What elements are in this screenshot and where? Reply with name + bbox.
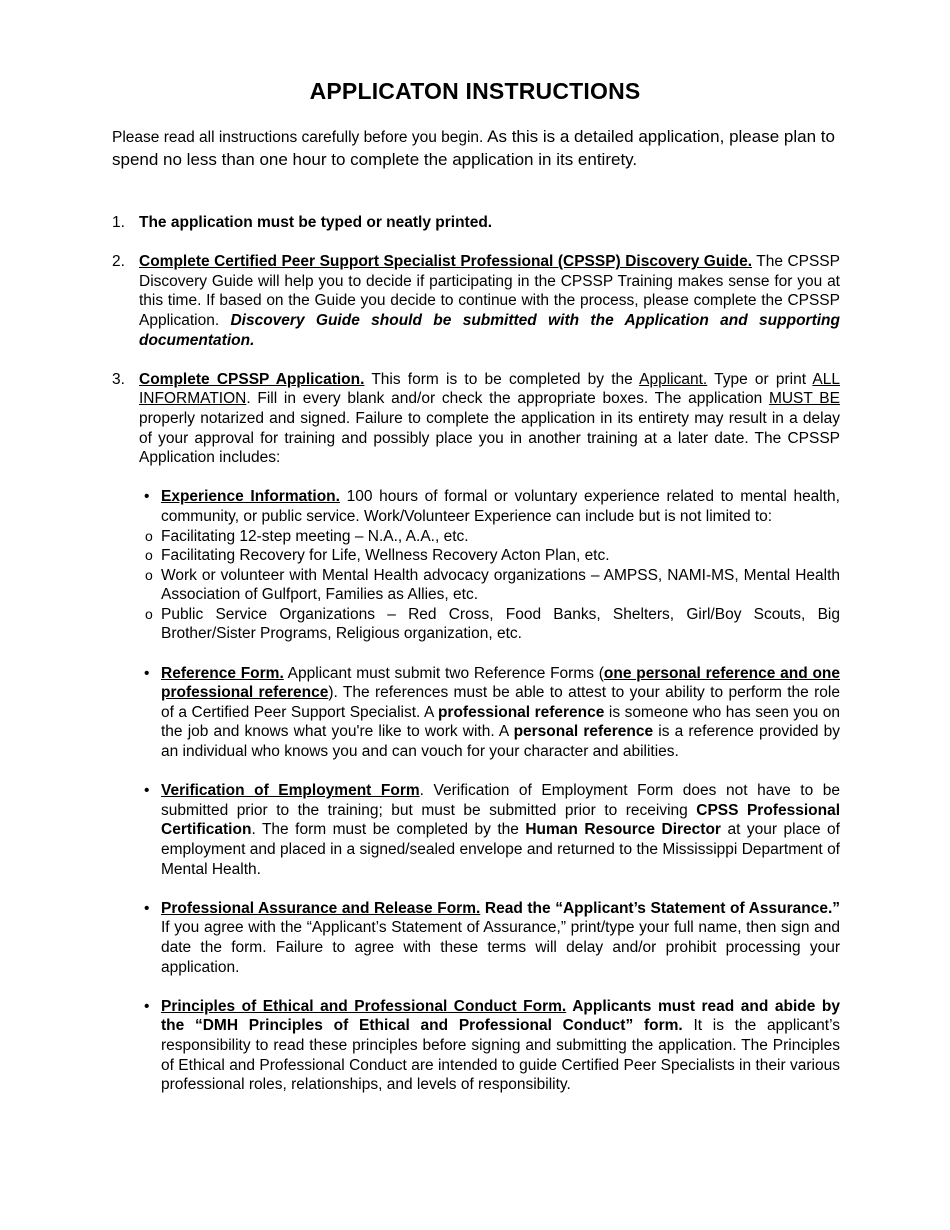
bullet-text: ). The references must be able to attest to your ability to perform the role of a Certified Peer Support Specialist. A [161,684,840,721]
circle-bullet-icon: o [145,605,153,622]
bullet-experience [134,487,840,526]
item-text: properly notarized and signed. Failure to complete the application in its entirety may result in a delay of your approval for training and possibly place you in another training at a later date. The CPSSP Application includes: [139,409,840,467]
bullet-heading: Reference Form. [161,664,284,682]
item-body: The CPSSP Discovery Guide will help you to decide if participating in the CPSSP Training makes sense for you at this time. If based on the Guide you decide to continue with the process, please complete the CPSSP Application. [139,253,840,329]
bullet-verification-form [134,781,840,879]
bullet-icon: • [144,899,150,917]
bullet-bold-text: one personal reference and one professional reference [161,664,841,702]
bullet-bold-text: personal reference [513,723,654,741]
bullet-icon: • [144,488,150,506]
page-title: APPLICATON INSTRUCTIONS [309,78,641,104]
intro-paragraph [112,126,852,171]
item-text: Type or print [707,370,813,388]
item-heading: Complete CPSSP Application. [139,370,365,388]
item-heading: Complete Certified Peer Support Specialist Professional (CPSSP) Discovery Guide. [139,253,753,271]
bullet-bold-text: professional reference [437,703,605,721]
instruction-item-2 [112,252,840,350]
bullet-text: Applicant must submit two Reference Forms ( [283,664,604,682]
sub-item [112,546,840,566]
item-text: The application must be typed or neatly printed. [139,214,493,231]
bullet-bold-text: Read the “Applicant’s Statement of Assurance.” [480,899,840,917]
item-number: 2. [112,253,125,271]
sub-item [112,566,840,605]
instruction-item-3 [112,370,840,468]
bullet-text: is a reference provided by an individual who knows you and can vouch for your character and abilities. [161,723,840,761]
item-number: 3. [112,370,125,388]
intro-part-2: As this is a detailed application, please plan to spend no less than one hour to complete the application in its entirety. [112,127,835,169]
sub-item-text: Public Service Organizations – Red Cross, Food Banks, Shelters, Girl/Boy Scouts, Big Brother/Sister Programs, Religious organization, etc. [161,605,840,643]
bullet-heading: Professional Assurance and Release Form. [161,899,481,917]
bullet-icon: • [144,782,150,800]
bullet-text: If you agree with the “Applicant’s Statement of Assurance,” print/type your full name, then sign and date the form. Failure to agree with these terms will delay and/or prohibit processing your application. [161,919,840,976]
bullet-text: at your place of employment and placed in a signed/sealed envelope and returned to the Mississippi Department of Mental Health. [161,821,840,878]
item-emphasis: Discovery Guide should be submitted with the Application and supporting documentation. [139,311,840,349]
intro-part-1: Please read all instructions carefully before you begin. [112,129,484,146]
item-number: 1. [112,214,125,231]
circle-bullet-icon: o [145,547,153,564]
bullet-text: is someone who has seen you on the job and knows what you're like to work with. A [161,703,841,741]
applicant-underline: Applicant. [639,370,708,388]
sub-item-text: Facilitating Recovery for Life, Wellness Recovery Acton Plan, etc. [161,547,610,565]
sub-item [112,527,840,547]
bullet-bold-text: Human Resource Director [525,821,721,839]
item-text: . Fill in every blank and/or check the appropriate boxes. The application [246,390,769,408]
bullet-bold-text: CPSS Professional Certification [161,801,840,839]
all-information-underline: ALL INFORMATION [139,370,840,408]
sub-item-text: Facilitating 12-step meeting – N.A., A.A., etc. [161,527,469,545]
bullet-bold-text: Applicants must read and abide by the “DMH Principles of Ethical and Professional Conduct” form. [161,997,840,1035]
instruction-item-1 [112,213,840,233]
sub-item-text: Work or volunteer with Mental Health advocacy organizations – AMPSS, NAMI-MS, Mental Health Association of Gulfport, Families as Allies, etc. [161,566,840,604]
circle-bullet-icon: o [145,566,153,583]
bullet-heading: Experience Information. [161,488,340,506]
bullet-assurance-form [134,899,840,977]
bullet-heading: Principles of Ethical and Professional Conduct Form. [161,997,567,1015]
bullet-text: . The form must be completed by the [251,821,526,839]
bullet-body: 100 hours of formal or voluntary experience related to mental health, community, or public service. Work/Volunteer Experience can include but is not limited to: [161,488,840,525]
circle-bullet-icon: o [145,527,153,544]
item-text: This form is to be completed by the [364,370,640,388]
must-be-underline: MUST BE [768,390,840,408]
instructions-list [112,213,840,1095]
bullet-icon: • [144,997,150,1015]
bullet-reference-form [134,664,840,762]
bullet-text: . Verification of Employment Form does not have to be submitted prior to the training; but must be submitted prior to receiving [161,782,840,819]
bullet-icon: • [144,664,150,682]
sub-item [112,605,840,644]
bullet-heading: Verification of Employment Form [161,782,420,800]
bullet-text: It is the applicant’s responsibility to read these principles before signing and submitting the application. The Principles of Ethical and Professional Conduct are intended to guide Certified Peer Specialists in their various professional roles, relationships, and levels of responsibility. [161,1017,840,1094]
bullet-ethics-form [134,997,840,1095]
